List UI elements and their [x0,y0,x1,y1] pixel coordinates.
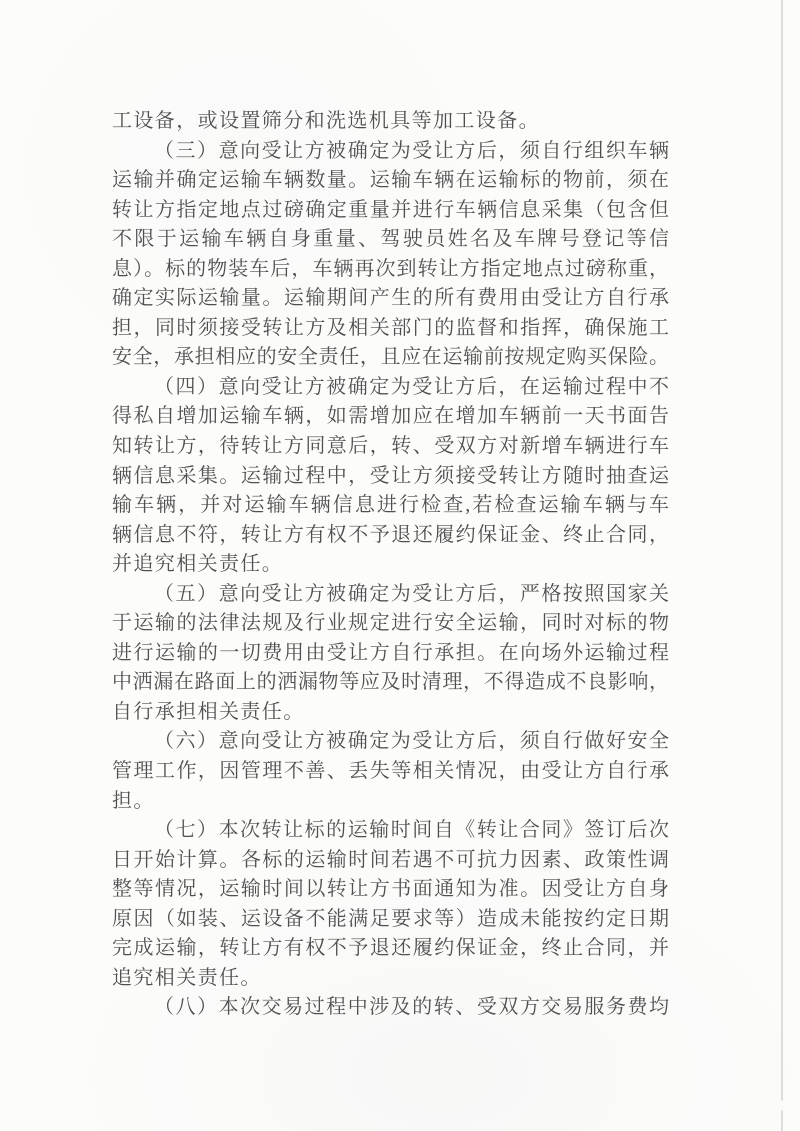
text-line: 运输并确定运输车辆数量。运输车辆在运输标的物前，须在 [112,169,669,192]
text-line: （三）意向受让方被确定为受让方后，须自行组织车辆 [154,139,669,162]
text-line: （四）意向受让方被确定为受让方后，在运输过程中不 [154,375,669,398]
text-line: 转让方指定地点过磅确定重量并进行车辆信息采集（包含但 [112,198,669,221]
text-line: 原因（如装、运设备不能满足要求等）造成未能按约定日期 [112,907,669,930]
text-line: 输车辆，并对运输车辆信息进行检查,若检查运输车辆与车 [112,494,669,517]
text-line: 担，同时须接受转让方及相关部门的监督和指挥，确保施工 [112,316,669,339]
text-line: 得私自增加运输车辆，如需增加应在增加车辆前一天书面告 [112,405,669,428]
text-line: 确定实际运输量。运输期间产生的所有费用由受让方自行承 [112,287,669,310]
text-line: （七）本次转让标的运输时间自《转让合同》签订后次 [154,819,669,842]
document-text-block [112,107,669,1023]
text-line: 辆信息采集。运输过程中，受让方须接受转让方随时抽查运 [112,464,669,487]
text-line: 工设备，或设置筛分和洗选机具等加工设备。 [112,110,540,132]
text-line: 日开始计算。各标的运输时间若遇不可抗力因素、政策性调 [112,848,669,871]
text-line: 自行承担相关责任。 [112,700,305,723]
text-line: 追究相关责任。 [112,966,262,989]
text-line: 不限于运输车辆自身重量、驾驶员姓名及车牌号登记等信 [112,228,669,251]
text-line: 担。 [112,789,155,812]
text-line: 并追究相关责任。 [112,553,284,576]
text-line: 中洒漏在路面上的洒漏物等应及时清理，不得造成不良影响， [112,671,669,694]
text-line: 息）。标的物装车后，车辆再次到转让方指定地点过磅称重， [112,257,669,280]
text-line: 整等情况，运输时间以转让方书面通知为准。因受让方自身 [112,878,669,901]
text-line: 进行运输的一切费用由受让方自行承担。在向场外运输过程 [112,641,669,664]
text-line: （六）意向受让方被确定为受让方后，须自行做好安全 [154,730,669,753]
text-line: 完成运输，转让方有权不予退还履约保证金，终止合同，并 [112,937,669,960]
text-line: 于运输的法律法规及行业规定进行安全运输，同时对标的物 [112,612,669,635]
text-line: （五）意向受让方被确定为受让方后，严格按照国家关 [154,582,669,605]
text-line: 辆信息不符，转让方有权不予退还履约保证金、终止合同， [112,523,669,546]
text-line: 安全，承担相应的安全责任，且应在运输前按规定购买保险。 [112,346,669,369]
text-line: （八）本次交易过程中涉及的转、受双方交易服务费均 [154,996,669,1019]
scan-edge-line [781,0,783,1131]
text-line: 知转让方，待转让方同意后，转、受双方对新增车辆进行车 [112,435,669,458]
text-line: 管理工作，因管理不善、丢失等相关情况，由受让方自行承 [112,760,669,783]
